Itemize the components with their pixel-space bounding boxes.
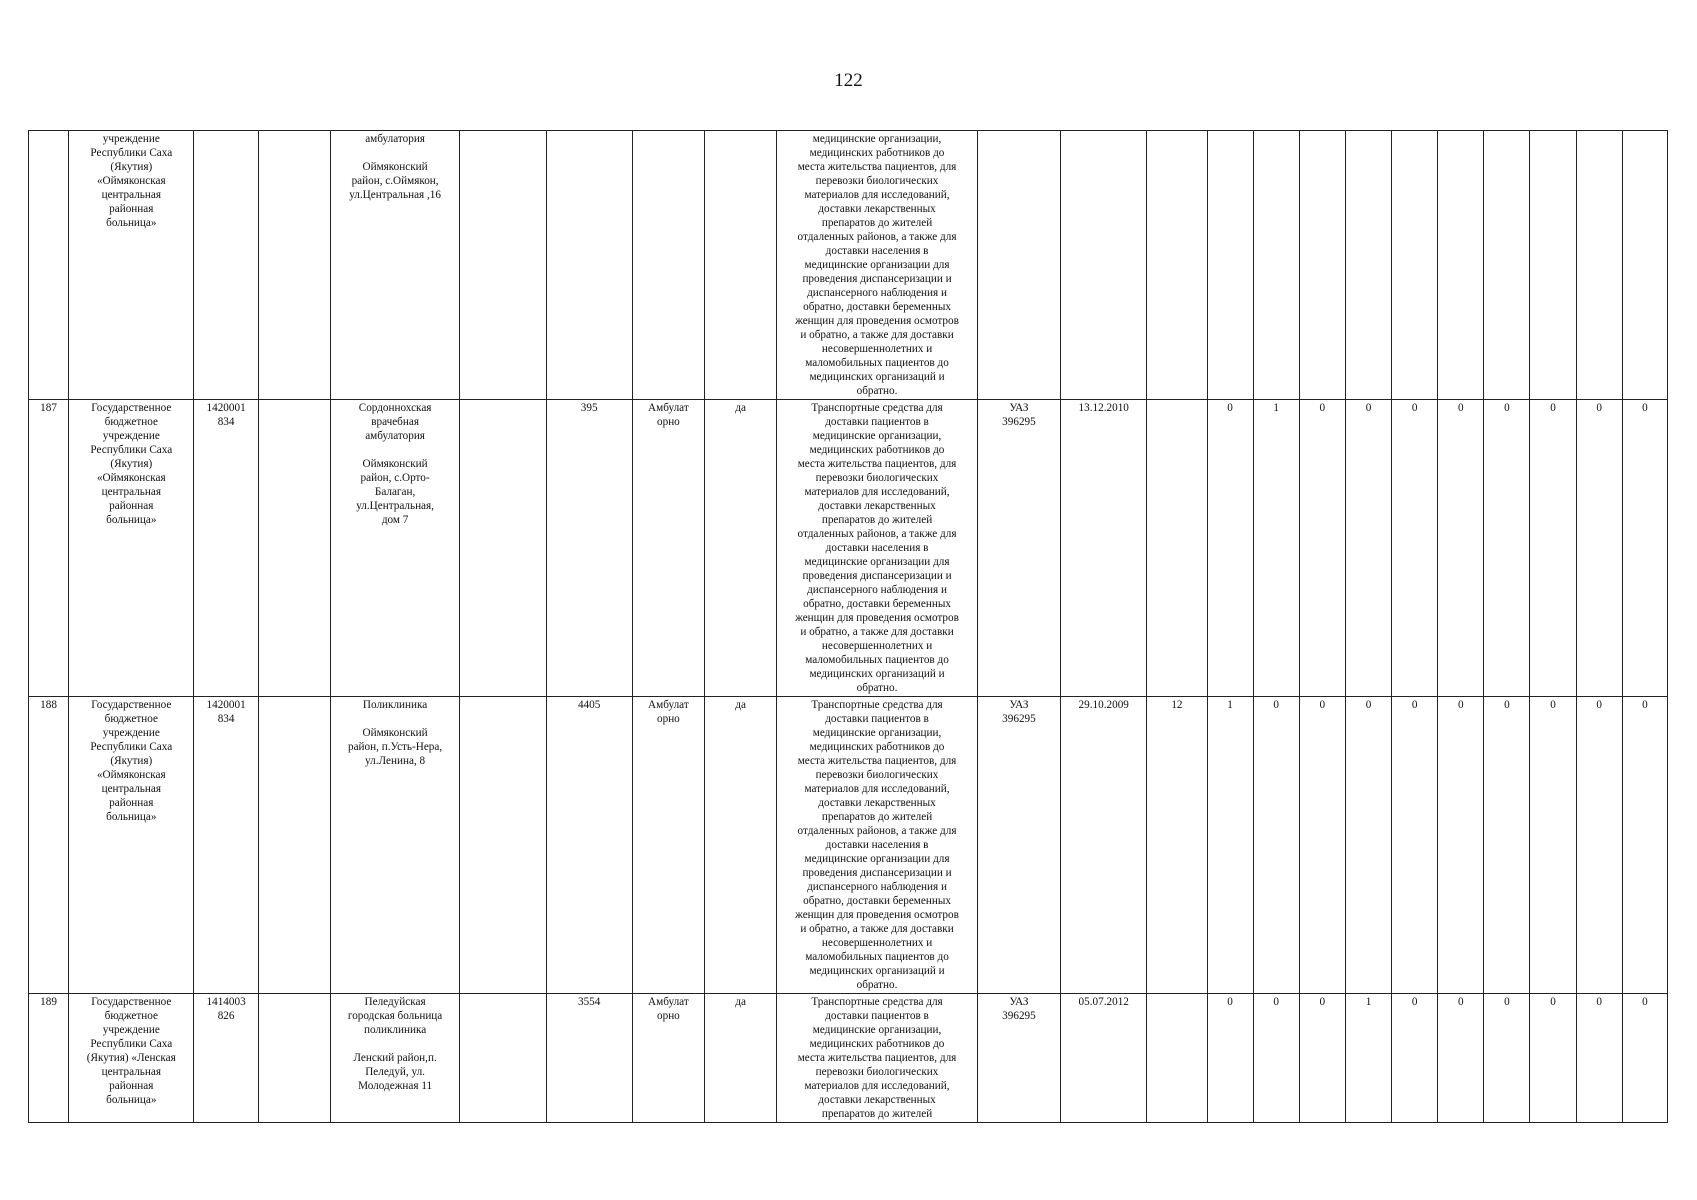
count-cell: 0: [1576, 400, 1622, 697]
service-years: [1147, 994, 1207, 1123]
vehicle-model: УАЗ 396295: [977, 697, 1060, 994]
count-cell: 0: [1576, 697, 1622, 994]
empty-cell: [258, 994, 330, 1123]
count-cell: [1622, 131, 1667, 400]
count-cell: 0: [1392, 697, 1438, 994]
availability-flag: да: [705, 697, 777, 994]
count-cell: [1576, 131, 1622, 400]
count-cell: 0: [1345, 697, 1391, 994]
count-cell: 0: [1530, 400, 1576, 697]
organization-name: Государственное бюджетное учреждение Республики Саха (Якутия) «Ленская центральная районная больница»: [69, 994, 194, 1123]
vehicle-model: [977, 131, 1060, 400]
service-years: [1147, 131, 1207, 400]
count-cell: 0: [1392, 994, 1438, 1123]
inn-code: 1414003 826: [194, 994, 258, 1123]
empty-cell: [258, 131, 330, 400]
inn-code: 1420001 834: [194, 697, 258, 994]
facility-name-address: Поликлиника Оймяконский район, п.Усть-Нера, ул.Ленина, 8: [330, 697, 459, 994]
count-cell: 0: [1299, 400, 1345, 697]
count-cell: [1299, 131, 1345, 400]
count-cell: 0: [1207, 994, 1253, 1123]
count-cell: 0: [1345, 400, 1391, 697]
count-cell: 0: [1207, 400, 1253, 697]
care-type: [632, 131, 704, 400]
empty-cell: [460, 994, 546, 1123]
facility-register-table: [28, 130, 1668, 1123]
count-cell: 0: [1299, 994, 1345, 1123]
empty-cell: [460, 697, 546, 994]
acquisition-date: [1061, 131, 1147, 400]
organization-name: Государственное бюджетное учреждение Республики Саха (Якутия) «Оймяконская центральная районная больница»: [69, 400, 194, 697]
count-cell: 1: [1253, 400, 1299, 697]
table-row: [29, 697, 1668, 994]
count-cell: 0: [1253, 697, 1299, 994]
count-cell: 0: [1622, 994, 1667, 1123]
availability-flag: [705, 131, 777, 400]
organization-name: Государственное бюджетное учреждение Республики Саха (Якутия) «Оймяконская центральная районная больница»: [69, 697, 194, 994]
count-cell: 1: [1207, 697, 1253, 994]
care-type: Амбулат орно: [632, 697, 704, 994]
count-cell: 0: [1530, 994, 1576, 1123]
facility-name-address: Пеледуйская городская больница поликлиника Ленский район,п. Пеледуй, ул. Молодежная 11: [330, 994, 459, 1123]
count-cell: [1207, 131, 1253, 400]
row-number: 187: [29, 400, 69, 697]
table-row: [29, 131, 1668, 400]
count-cell: 0: [1253, 994, 1299, 1123]
vehicle-model: УАЗ 396295: [977, 400, 1060, 697]
count-cell: [1530, 131, 1576, 400]
count-cell: 0: [1438, 400, 1484, 697]
population-count: 4405: [546, 697, 632, 994]
vehicle-purpose: Транспортные средства для доставки пациентов в медицинские организации, медицинских работников до места жительства пациентов, для перевозки биологических материалов для исследований, доставки лекарственных препаратов до жителей отдаленных районов, а также для доставки населения в медицинские организации для проведения диспансеризации и диспансерного наблюдения и обратно, доставки беременных женщин для проведения осмотров и обратно, а также для доставки несовершеннолетних и маломобильных пациентов до медицинских организаций и обратно.: [777, 400, 978, 697]
count-cell: 0: [1576, 994, 1622, 1123]
service-years: 12: [1147, 697, 1207, 994]
count-cell: 1: [1345, 994, 1391, 1123]
vehicle-purpose: Транспортные средства для доставки пациентов в медицинские организации, медицинских работников до места жительства пациентов, для перевозки биологических материалов для исследований, доставки лекарственных препаратов до жителей: [777, 994, 978, 1123]
row-number: [29, 131, 69, 400]
count-cell: 0: [1484, 697, 1530, 994]
acquisition-date: 13.12.2010: [1061, 400, 1147, 697]
count-cell: [1253, 131, 1299, 400]
empty-cell: [460, 400, 546, 697]
acquisition-date: 05.07.2012: [1061, 994, 1147, 1123]
empty-cell: [460, 131, 546, 400]
inn-code: [194, 131, 258, 400]
page-number: 122: [834, 70, 863, 91]
count-cell: 0: [1392, 400, 1438, 697]
count-cell: 0: [1484, 994, 1530, 1123]
population-count: 3554: [546, 994, 632, 1123]
row-number: 188: [29, 697, 69, 994]
count-cell: [1345, 131, 1391, 400]
organization-name: учреждение Республики Саха (Якутия) «Оймяконская центральная районная больница»: [69, 131, 194, 400]
count-cell: 0: [1299, 697, 1345, 994]
count-cell: [1438, 131, 1484, 400]
count-cell: 0: [1438, 994, 1484, 1123]
count-cell: 0: [1622, 400, 1667, 697]
facility-name-address: амбулатория Оймяконский район, с.Оймякон, ул.Центральная ,16: [330, 131, 459, 400]
inn-code: 1420001 834: [194, 400, 258, 697]
table-row: [29, 994, 1668, 1123]
row-number: 189: [29, 994, 69, 1123]
facility-name-address: Сордоннохская врачебная амбулатория Оймяконский район, с.Орто- Балаган, ул.Центральная, дом 7: [330, 400, 459, 697]
availability-flag: да: [705, 994, 777, 1123]
vehicle-model: УАЗ 396295: [977, 994, 1060, 1123]
empty-cell: [258, 697, 330, 994]
empty-cell: [258, 400, 330, 697]
vehicle-purpose: Транспортные средства для доставки пациентов в медицинские организации, медицинских работников до места жительства пациентов, для перевозки биологических материалов для исследований, доставки лекарственных препаратов до жителей отдаленных районов, а также для доставки населения в медицинские организации для проведения диспансеризации и диспансерного наблюдения и обратно, доставки беременных женщин для проведения осмотров и обратно, а также для доставки несовершеннолетних и маломобильных пациентов до медицинских организаций и обратно.: [777, 697, 978, 994]
population-count: 395: [546, 400, 632, 697]
acquisition-date: 29.10.2009: [1061, 697, 1147, 994]
vehicle-purpose: медицинские организации, медицинских работников до места жительства пациентов, для перевозки биологических материалов для исследований, доставки лекарственных препаратов до жителей отдаленных районов, а также для доставки населения в медицинские организации для проведения диспансеризации и диспансерного наблюдения и обратно, доставки беременных женщин для проведения осмотров и обратно, а также для доставки несовершеннолетних и маломобильных пациентов до медицинских организаций и обратно.: [777, 131, 978, 400]
count-cell: [1484, 131, 1530, 400]
care-type: Амбулат орно: [632, 400, 704, 697]
care-type: Амбулат орно: [632, 994, 704, 1123]
count-cell: 0: [1438, 697, 1484, 994]
count-cell: 0: [1530, 697, 1576, 994]
count-cell: 0: [1622, 697, 1667, 994]
count-cell: [1392, 131, 1438, 400]
population-count: [546, 131, 632, 400]
service-years: [1147, 400, 1207, 697]
table-row: [29, 400, 1668, 697]
availability-flag: да: [705, 400, 777, 697]
count-cell: 0: [1484, 400, 1530, 697]
